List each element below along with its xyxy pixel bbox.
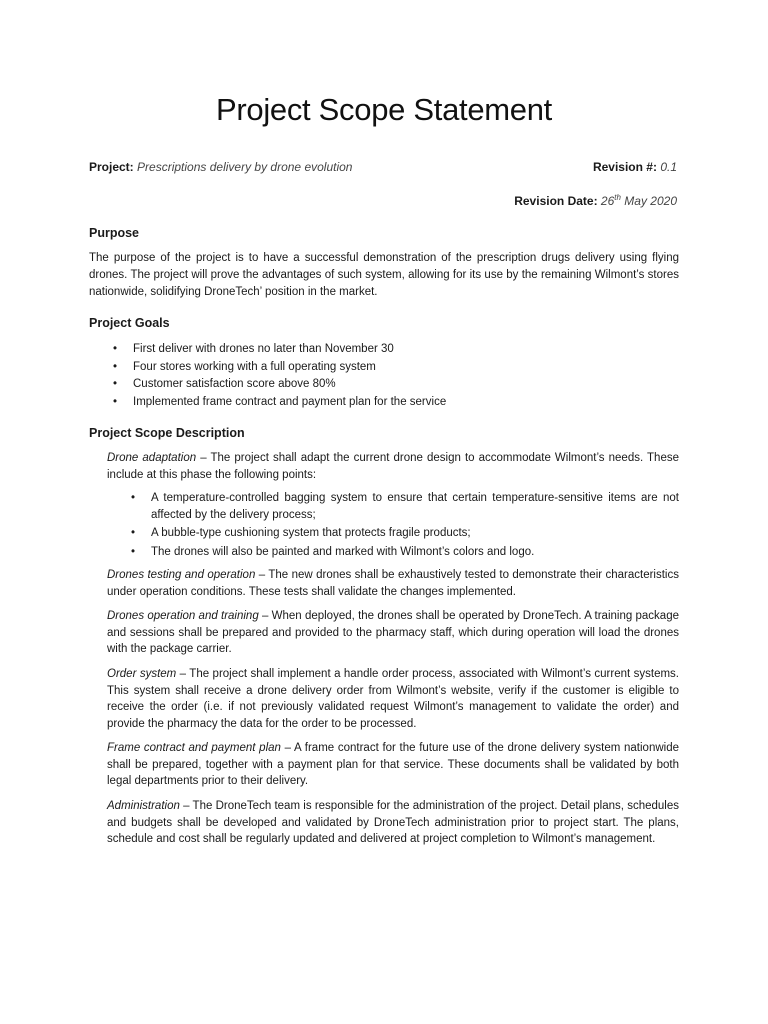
revision-label: Revision #: <box>592 160 657 174</box>
revision-date-rest: May 2020 <box>624 194 677 208</box>
list-item: • Customer satisfaction score above 80% <box>89 376 446 394</box>
goals-heading: Project Goals <box>89 316 170 330</box>
scope-text: – The project shall adapt the current drone design to accommodate Wilmont’s needs. These include at this phase the following points: <box>107 452 679 481</box>
list-item: • Four stores working with a full operating system <box>89 359 446 377</box>
list-item: • A bubble-type cushioning system that protects fragile products; <box>107 525 679 542</box>
scope-term: Drones testing and operation <box>107 569 256 581</box>
scope-frame-contract <box>107 740 679 790</box>
list-item: • Implemented frame contract and payment plan for the service <box>89 394 446 412</box>
scope-text: – The DroneTech team is responsible for the administration of the project. Detail plans, schedules and budgets shall be developed and validated by DroneTech administration prior to project start. The plans, schedule and cost shall be regularly updated and delivered at project completion to Wilmont’s management. <box>107 800 679 845</box>
purpose-text: The purpose of the project is to have a successful demonstration of the prescription drugs delivery using flying drones. The project will prove the advantages of such system, allowing for its use by the remaining Wilmont’s stores nationwide, solidifying DroneTech’ position in the market. <box>89 252 679 298</box>
revision-line <box>593 159 677 176</box>
revision-date-day: 26 <box>600 194 615 208</box>
page-title: Project Scope Statement <box>215 92 552 127</box>
scope-term: Drones operation and training <box>107 610 259 622</box>
list-item: • A temperature-controlled bagging system to ensure that certain temperature-sensitive items are not affected by the delivery process; <box>107 490 679 523</box>
scope-training <box>107 608 679 658</box>
scope-text: – The project shall implement a handle order process, associated with Wilmont’s current systems. This system shall receive a drone delivery order from Wilmont’s website, verify if the customer is eligible to receive the order (i.e. if not previously validated request Wilmont’s management to validate the order) and provide the pharmacy the data for the order to be processed. <box>107 668 679 730</box>
scope-term: Drone adaptation <box>107 452 197 464</box>
project-value: Prescriptions delivery by drone evolution <box>137 160 353 174</box>
scope-text: – A frame contract for the future use of the drone delivery system nationwide shall be prepared, together with a payment plan for that service. These documents shall be validated by both legal departments prior to their delivery. <box>107 742 679 787</box>
goals-list <box>89 341 446 411</box>
scope-order-system <box>107 666 679 732</box>
scope-administration <box>107 798 679 848</box>
revision-date-value <box>601 194 677 208</box>
scope-term: Order system <box>107 668 177 680</box>
revision-date-suffix: th <box>614 193 621 202</box>
revision-value: 0.1 <box>660 160 677 174</box>
revision-date-label: Revision Date: <box>514 194 598 208</box>
scope-heading: Project Scope Description <box>89 426 245 440</box>
scope-text: – When deployed, the drones shall be operated by DroneTech. A training package and sessions shall be prepared and provided to the pharmacy staff, which during operation will load the drones with the package carrier. <box>107 610 679 655</box>
scope-testing <box>107 567 679 600</box>
purpose-heading: Purpose <box>89 226 140 240</box>
drone-adaptation-bullets <box>107 490 679 562</box>
list-item: • First deliver with drones no later than November 30 <box>89 341 446 359</box>
scope-text: – The new drones shall be exhaustively tested to demonstrate their characteristics under operation conditions. These tests shall validate the changes implemented. <box>107 569 679 598</box>
list-item: • The drones will also be painted and marked with Wilmont’s colors and logo. <box>107 544 679 561</box>
scope-term: Administration <box>107 800 180 812</box>
scope-drone-adaptation <box>107 450 679 483</box>
project-label: Project: <box>89 160 134 174</box>
scope-term: Frame contract and payment plan <box>107 742 281 754</box>
revision-date-line <box>514 190 677 210</box>
project-line <box>89 159 352 176</box>
